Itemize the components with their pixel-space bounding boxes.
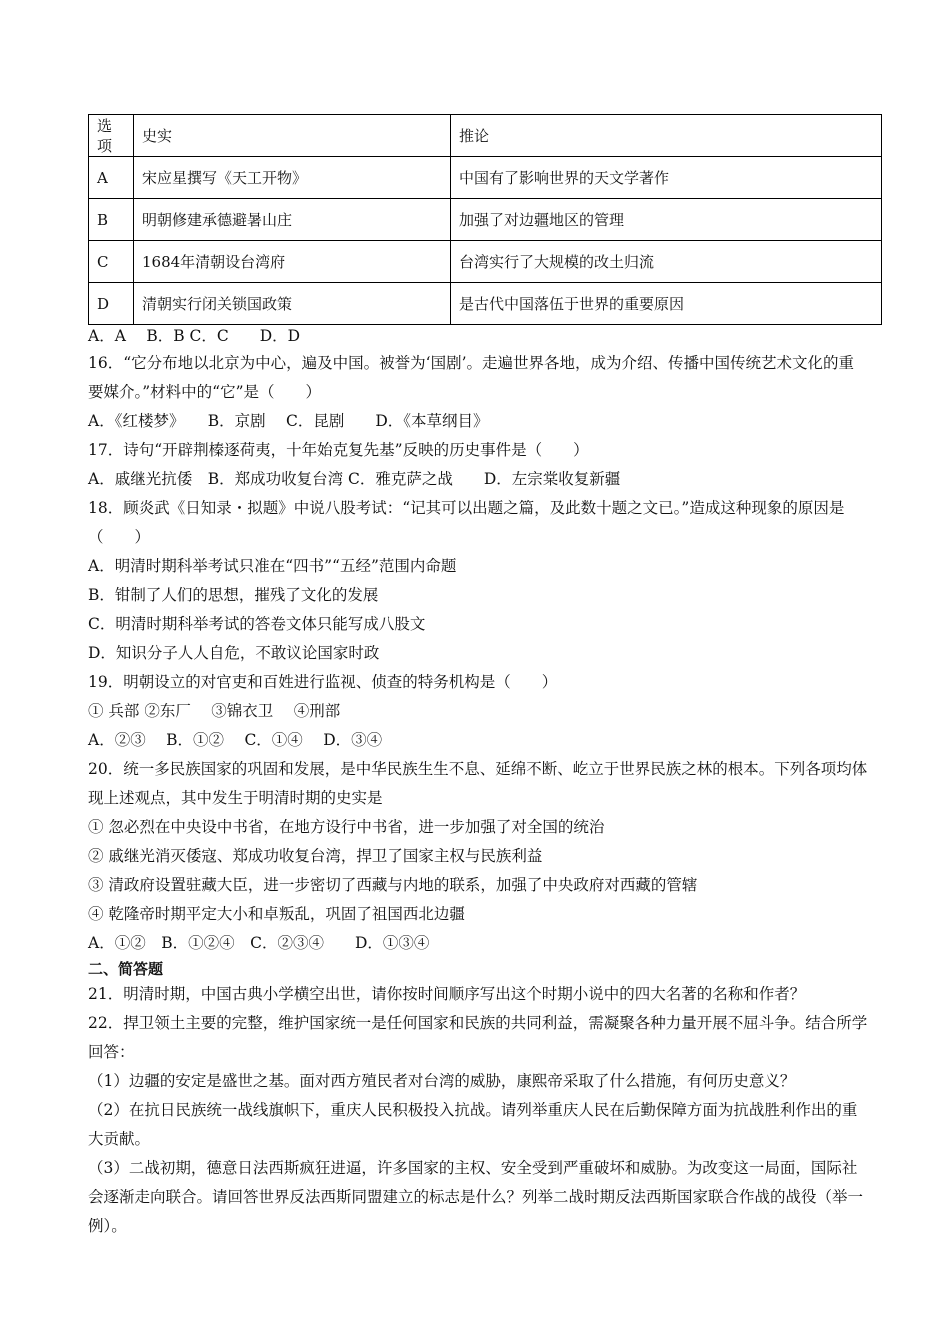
table-row: [89, 157, 882, 199]
table-row: [89, 241, 882, 283]
table-cell: 中国有了影响世界的天文学著作: [451, 157, 882, 199]
q16-options: A．《红楼梦》 B．京剧 C．昆剧 D．《本草纲目》: [88, 412, 489, 430]
header-fact: 史实: [134, 115, 451, 157]
q19-options: A．②③ B．①② C．①④ D．③④: [88, 731, 383, 749]
q15-table: [88, 114, 882, 325]
q22-part-3: （3）二战初期，德意日法西斯疯狂进逼，许多国家的主权、安全受到严重破坏和威胁。为改变这一局面，国际社会逐渐走向联合。请回答世界反法西斯同盟建立的标志是什么？列举二战时期反法西斯国家联合作战的战役（举一例）。: [88, 1159, 864, 1235]
table-cell: A: [89, 157, 134, 199]
q17-stem: 17．诗句“开辟荆榛逐荷夷，十年始克复先基”反映的历史事件是（ ）: [88, 441, 589, 459]
table-cell: 加强了对边疆地区的管理: [451, 199, 882, 241]
q22-part-2: （2）在抗日民族统一战线旗帜下，重庆人民积极投入抗战。请列举重庆人民在后勤保障方面为抗战胜利作出的重大贡献。: [88, 1101, 858, 1148]
table-cell: D: [89, 283, 134, 325]
q19-items: ① 兵部 ②东厂 ③锦衣卫 ④刑部: [88, 702, 341, 720]
q19-stem: 19．明朝设立的对官吏和百姓进行监视、侦查的特务机构是（ ）: [88, 673, 558, 691]
q18-stem: 18．顾炎武《日知录・拟题》中说八股考试：“记其可以出题之篇，及此数十题之文已。”造成这种现象的原因是（ ）: [88, 499, 845, 546]
header-inference: 推论: [451, 115, 882, 157]
q20-item-3: ③ 清政府设置驻藏大臣，进一步密切了西藏与内地的联系，加强了中央政府对西藏的管辖: [88, 876, 698, 894]
q18-option-c: C．明清时期科举考试的答卷文体只能写成八股文: [88, 615, 426, 633]
q20-item-1: ① 忽必烈在中央设中书省，在地方设行中书省，进一步加强了对全国的统治: [88, 818, 605, 836]
header-option: 选项: [89, 115, 134, 157]
table-cell: B: [89, 199, 134, 241]
q20-stem: 20．统一多民族国家的巩固和发展，是中华民族生生不息、延绵不断、屹立于世界民族之林的根本。下列各项均体现上述观点，其中发生于明清时期的史实是: [88, 760, 868, 807]
table-row: [89, 199, 882, 241]
table-cell: 清朝实行闭关锁国政策: [134, 283, 451, 325]
q18-option-a: A．明清时期科举考试只准在“四书”“五经”范围内命题: [88, 557, 457, 575]
table-cell: 台湾实行了大规模的改土归流: [451, 241, 882, 283]
table-cell: 是古代中国落伍于世界的重要原因: [451, 283, 882, 325]
q22-stem: 22．捍卫领土主要的完整，维护国家统一是任何国家和民族的共同利益，需凝聚各种力量开展不屈斗争。结合所学回答：: [88, 1014, 868, 1061]
q21-stem: 21．明清时期，中国古典小学横空出世，请你按时间顺序写出这个时期小说中的四大名著的名称和作者？: [88, 985, 806, 1003]
table-cell: C: [89, 241, 134, 283]
table-header-row: [89, 115, 882, 157]
q20-item-2: ② 戚继光消灭倭寇、郑成功收复台湾，捍卫了国家主权与民族利益: [88, 847, 543, 865]
q20-item-4: ④ 乾隆帝时期平定大小和卓叛乱，巩固了祖国西北边疆: [88, 905, 465, 923]
table-cell: 宋应星撰写《天工开物》: [134, 157, 451, 199]
table-cell: 1684年清朝设台湾府: [134, 241, 451, 283]
table-cell: 明朝修建承德避暑山庄: [134, 199, 451, 241]
q18-option-b: B．钳制了人们的思想，摧残了文化的发展: [88, 586, 379, 604]
q20-options: A．①② B．①②④ C．②③④ D．①③④: [88, 934, 430, 952]
section-title: 二、简答题: [88, 960, 164, 978]
q22-part-1: （1）边疆的安定是盛世之基。面对西方殖民者对台湾的威胁，康熙帝采取了什么措施，有何历史意义？: [88, 1072, 796, 1090]
table-row: [89, 283, 882, 325]
q15-options: A．A B．B C．C D．D: [88, 327, 301, 345]
content-body: [88, 324, 868, 1241]
q17-options: A．戚继光抗倭 B．郑成功收复台湾 C．雅克萨之战 D．左宗棠收复新疆: [88, 470, 621, 488]
q18-option-d: D．知识分子人人自危，不敢议论国家时政: [88, 644, 380, 662]
q16-stem: 16．“它分布地以北京为中心，遍及中国。被誉为‘国剧’。走遍世界各地，成为介绍、传播中国传统艺术文化的重要媒介。”材料中的“它”是（ ）: [88, 354, 855, 401]
